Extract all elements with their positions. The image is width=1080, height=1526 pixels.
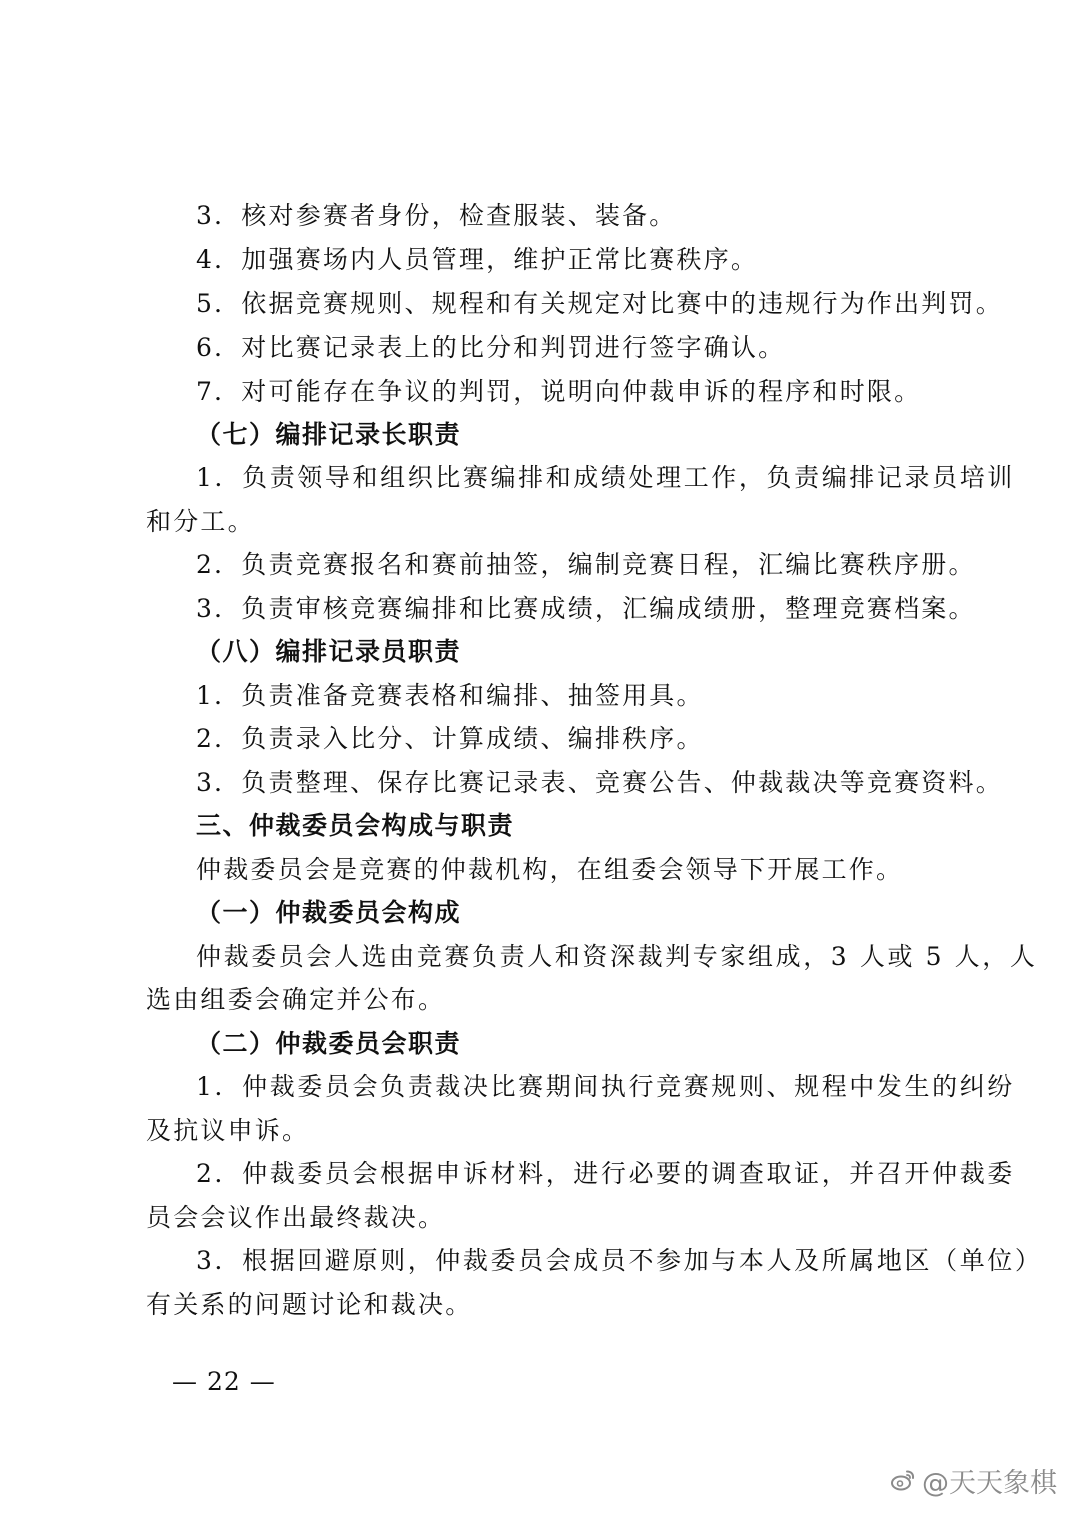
- paragraph-line: 仲裁委员会人选由竞赛负责人和资深裁判专家组成，3 人或 5 人，人: [196, 942, 1038, 971]
- section-heading: （二）仲裁委员会职责: [196, 1029, 462, 1058]
- list-item: 5．依据竞赛规则、规程和有关规定对比赛中的违规行为作出判罚。: [196, 289, 1003, 318]
- page-number: — 22 —: [172, 1367, 276, 1396]
- paragraph-line: 有关系的问题讨论和裁决。: [146, 1290, 473, 1319]
- paragraph-line: 3．根据回避原则，仲裁委员会成员不参加与本人及所属地区（单位）: [196, 1246, 1043, 1275]
- watermark-text: @天天象棋: [922, 1467, 1057, 1499]
- list-item: 3．负责审核竞赛编排和比赛成绩，汇编成绩册，整理竞赛档案。: [196, 594, 976, 623]
- list-item: 3．负责整理、保存比赛记录表、竞赛公告、仲裁裁决等竞赛资料。: [196, 768, 1003, 797]
- paragraph-line: 及抗议申诉。: [146, 1116, 310, 1145]
- list-item: 6．对比赛记录表上的比分和判罚进行签字确认。: [196, 333, 786, 362]
- paragraph-line: 和分工。: [146, 507, 255, 536]
- list-item: 4．加强赛场内人员管理，维护正常比赛秩序。: [196, 245, 759, 274]
- list-item: 7．对可能存在争议的判罚，说明向仲裁申诉的程序和时限。: [196, 377, 922, 406]
- list-item: 1．负责准备竞赛表格和编排、抽签用具。: [196, 681, 704, 710]
- paragraph-line: 1．仲裁委员会负责裁决比赛期间执行竞赛规则、规程中发生的纠纷: [196, 1072, 1015, 1101]
- paragraph-line: 仲裁委员会是竞赛的仲裁机构，在组委会领导下开展工作。: [196, 855, 904, 884]
- list-item: 3．核对参赛者身份，检查服装、装备。: [196, 201, 677, 230]
- paragraph-line: 员会会议作出最终裁决。: [146, 1203, 446, 1232]
- paragraph-line: 选由组委会确定并公布。: [146, 985, 446, 1014]
- paragraph-line: 2．仲裁委员会根据申诉材料，进行必要的调查取证，并召开仲裁委: [196, 1159, 1015, 1188]
- paragraph-line: 1．负责领导和组织比赛编排和成绩处理工作，负责编排记录员培训: [196, 463, 1015, 492]
- list-item: 2．负责竞赛报名和赛前抽签，编制竞赛日程，汇编比赛秩序册。: [196, 550, 976, 579]
- watermark: [890, 1463, 1057, 1497]
- list-item: 2．负责录入比分、计算成绩、编排秩序。: [196, 724, 704, 753]
- section-heading: （七）编排记录长职责: [196, 420, 462, 449]
- section-heading: （八）编排记录员职责: [196, 637, 462, 666]
- chapter-heading: 三、仲裁委员会构成与职责: [196, 811, 515, 840]
- section-heading: （一）仲裁委员会构成: [196, 898, 462, 927]
- weibo-logo-icon: [890, 1467, 916, 1493]
